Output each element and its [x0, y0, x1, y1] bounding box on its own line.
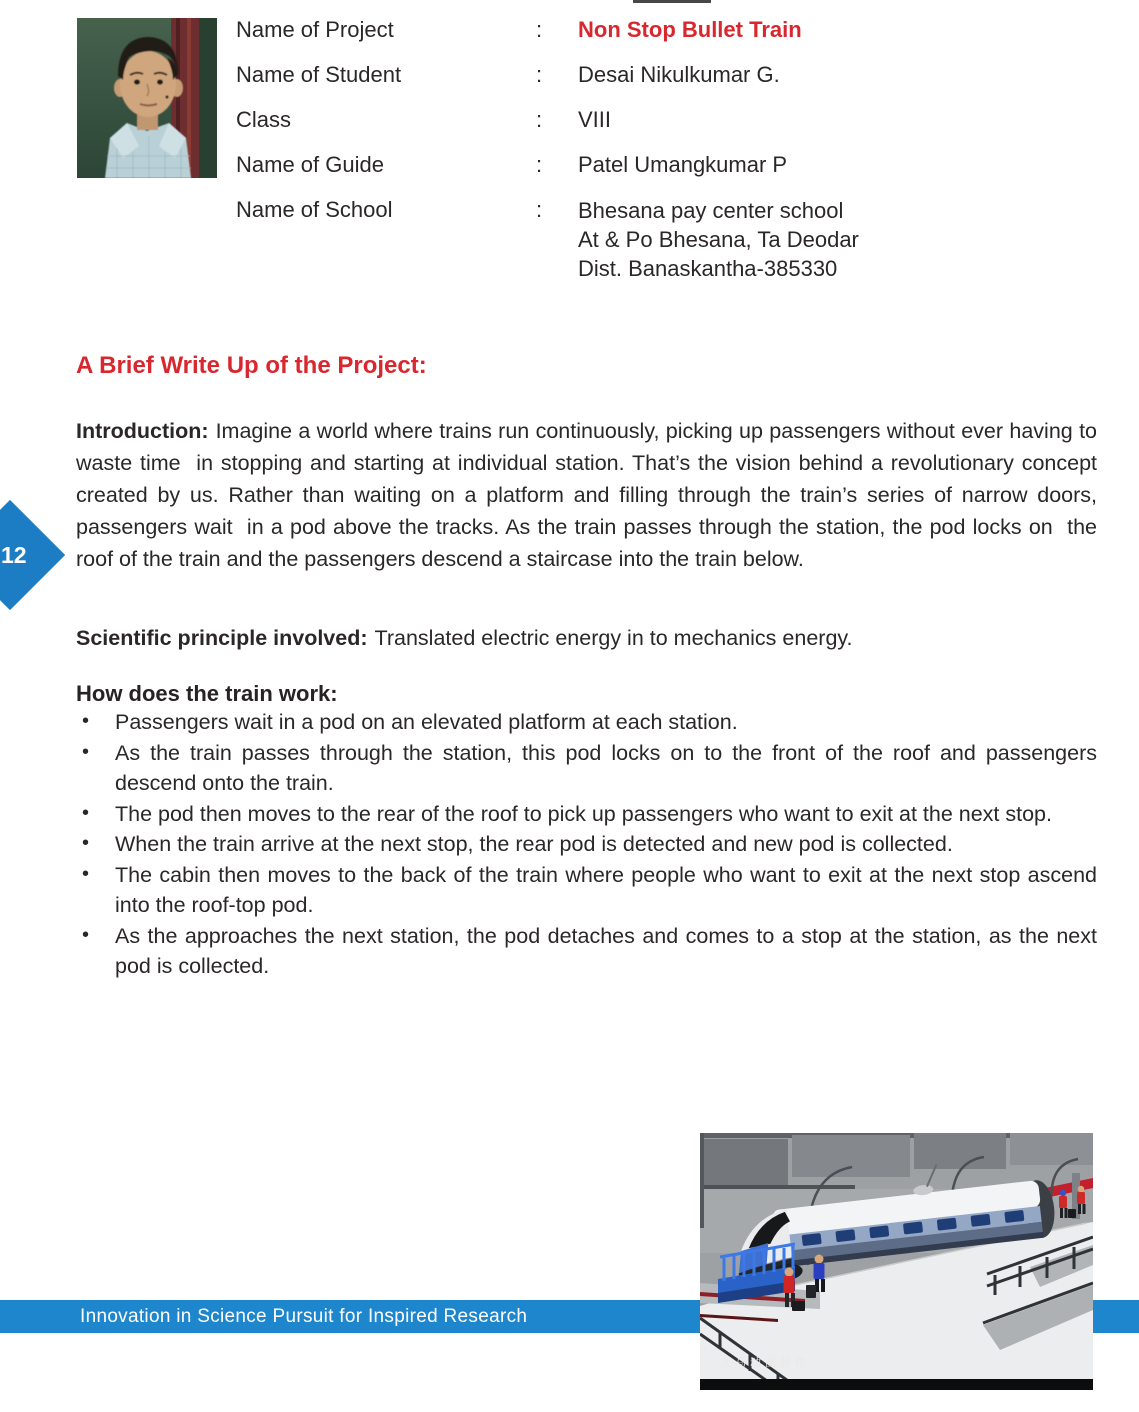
school-line-2: At & Po Bhesana, Ta Deodar [578, 227, 859, 252]
info-colon: : [536, 17, 543, 42]
info-row-class [236, 106, 859, 134]
introduction-paragraph [76, 415, 1103, 575]
guide-name-value: Patel Umangkumar P [578, 152, 788, 177]
bullet-marker: • [82, 801, 90, 824]
figure-watermark: 人马动画制作 [720, 1357, 810, 1369]
project-info-table [236, 16, 859, 300]
bullet-marker: • [82, 740, 90, 763]
bullet-item [76, 829, 1097, 860]
bullet-marker: • [82, 862, 90, 885]
info-label: Name of School [236, 197, 393, 222]
bullet-marker: • [82, 832, 90, 854]
bullet-text: When the train arrive at the next stop, the rear pod is detected and new pod is collected. [115, 832, 953, 856]
info-colon: : [536, 62, 543, 87]
train-station-figure [700, 1133, 1093, 1390]
info-label: Name of Student [236, 62, 402, 87]
section-heading-brief-writeup: A Brief Write Up of the Project: [76, 352, 427, 379]
bullet-text: As the train passes through the station, this pod locks on to the front of the roof and passengers descend onto the train. [115, 740, 1097, 795]
bullet-item [76, 707, 1097, 738]
school-line-1: Bhesana pay center school [578, 198, 844, 223]
principle-paragraph [76, 622, 1097, 654]
introduction-text: Imagine a world where trains run continuously, picking up passengers without ever having to waste time in stopping and starting at individual station. That’s the vision behind a revolutionary concept created by us. Rather than waiting on a platform and filling through the train’s series of narrow doors, passengers wait in a pod above the tracks. As the train passes through the station, the pod locks on the roof of the train and the passengers descend a staircase into the train below. [76, 419, 1103, 571]
project-name-value: Non Stop Bullet Train [578, 17, 802, 42]
bullet-text: Passengers wait in a pod on an elevated platform at each station. [115, 710, 738, 734]
bullet-text: As the approaches the next station, the pod detaches and comes to a stop at the station, as the next pod is collected. [115, 923, 1097, 978]
student-photo [77, 18, 217, 178]
info-row-student [236, 61, 859, 89]
bullet-item [76, 799, 1097, 830]
principle-text: Translated electric energy in to mechanics energy. [374, 626, 853, 650]
bullet-text: The pod then moves to the rear of the roof to pick up passengers who want to exit at the next stop. [115, 801, 1052, 826]
info-colon: : [536, 107, 543, 132]
bullet-text: The cabin then moves to the back of the train where people who want to exit at the next stop ascend into the roof-top pod. [115, 862, 1097, 917]
info-row-guide [236, 151, 859, 179]
student-name-value: Desai Nikulkumar G. [578, 62, 780, 87]
info-label: Name of Guide [236, 152, 384, 177]
school-value [578, 196, 859, 283]
bullet-item [76, 921, 1097, 982]
info-label: Name of Project [236, 17, 394, 42]
how-it-works-heading: How does the train work: [76, 681, 338, 706]
school-line-3: Dist. Banaskantha-385330 [578, 256, 838, 281]
page-number-marker [0, 490, 80, 620]
scan-artifact-line [633, 0, 711, 3]
info-colon: : [536, 152, 543, 177]
info-colon: : [536, 197, 543, 222]
info-row-school [236, 196, 859, 283]
bullet-item [76, 738, 1097, 799]
page-number: 12 [1, 542, 27, 568]
bullet-marker: • [82, 923, 90, 946]
footer-banner-text: Innovation in Science Pursuit for Inspired Research [80, 1305, 528, 1327]
introduction-label: Introduction: [76, 419, 209, 443]
bullet-marker: • [82, 710, 90, 732]
info-row-project [236, 16, 859, 44]
bullet-item [76, 860, 1097, 921]
class-value: VIII [578, 107, 612, 132]
how-it-works-list [76, 707, 1097, 982]
info-label: Class [236, 107, 292, 132]
principle-label: Scientific principle involved: [76, 626, 368, 650]
